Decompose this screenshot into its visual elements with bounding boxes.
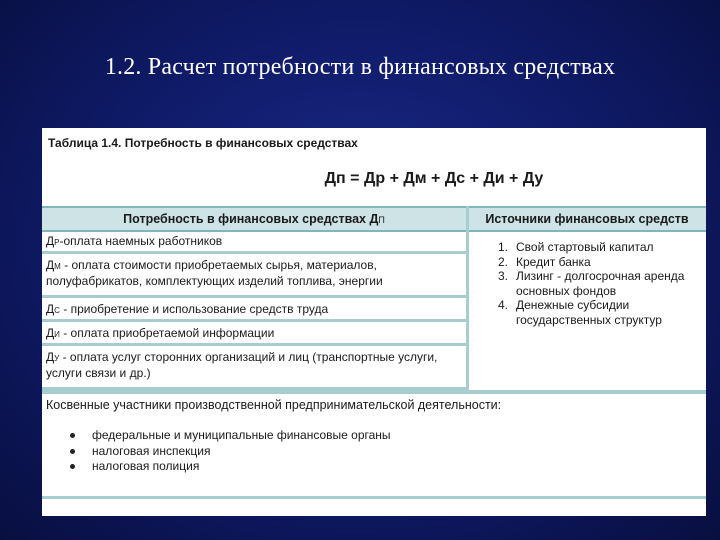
need-sub: У: [54, 354, 60, 363]
source-text: Свой стартовый капитал: [516, 240, 654, 254]
bullet-icon: [70, 464, 75, 469]
need-row-information: [42, 324, 466, 346]
bullet-icon: [70, 449, 75, 454]
need-sub: Р: [54, 238, 60, 247]
need-row-workers: [42, 232, 466, 254]
need-sub: М: [54, 262, 61, 271]
source-item: [472, 269, 700, 298]
source-text: Лизинг - долгосрочная аренда основных фондов: [516, 269, 685, 298]
need-row-materials: [42, 256, 466, 298]
header-sources: Источники финансовых средств: [468, 206, 706, 232]
need-symbol: Д: [46, 326, 55, 340]
need-text: - оплата приобретаемой информации: [59, 326, 275, 340]
list-item: [68, 444, 391, 460]
source-text: Денежные субсидии государственных структур: [516, 298, 662, 327]
indirect-participants-title: Косвенные участники производственной предпринимательской деятельности:: [46, 398, 502, 412]
list-item-text: налоговая инспекция: [92, 443, 211, 458]
need-symbol: Д: [46, 302, 55, 316]
need-symbol: Д: [46, 258, 55, 272]
source-item: [472, 255, 700, 270]
slide-title: 1.2. Расчет потребности в финансовых средствах: [104, 54, 616, 80]
source-item: [472, 240, 700, 255]
table-document: [42, 128, 706, 516]
need-symbol: Д: [46, 234, 55, 248]
list-item: [68, 459, 391, 475]
need-text: -оплата наемных работников: [59, 234, 223, 248]
list-item-text: федеральные и муниципальные финансовые органы: [92, 428, 391, 442]
list-item: [68, 428, 391, 444]
header-needs: [42, 206, 466, 232]
header-needs-sub: П: [378, 215, 385, 225]
source-number: 4.: [498, 298, 509, 312]
need-row-services: [42, 348, 466, 390]
source-number: 3.: [498, 269, 509, 283]
need-text: - оплата стоимости приобретаемых сырья, материалов, полуфабрикатов, комплектующих изделий топлива, энергии: [46, 258, 383, 288]
need-sub: И: [54, 330, 60, 339]
indirect-participants-list: [68, 428, 391, 475]
need-sub: С: [54, 306, 60, 315]
need-text: - приобретение и использование средств труда: [59, 302, 329, 316]
source-text: Кредит банка: [516, 254, 591, 269]
need-row-equipment: [42, 300, 466, 322]
column-divider: [466, 206, 469, 390]
source-number: 2.: [498, 254, 509, 269]
need-text: - оплата услуг сторонних организаций и лиц (транспортные услуги, услуги связи и др.): [46, 350, 438, 380]
list-item-text: налоговая полиция: [92, 459, 200, 473]
bullet-icon: [70, 433, 75, 438]
bottom-divider: [42, 496, 706, 499]
sources-list: [472, 240, 700, 327]
source-item: [472, 298, 700, 327]
source-number: 1.: [498, 240, 509, 254]
table-caption: Таблица 1.4. Потребность в финансовых средствах: [48, 136, 358, 150]
formula: Дп = Др + Дм + Дс + Ди + Ду: [324, 170, 544, 187]
need-symbol: Д: [46, 350, 55, 364]
section-divider: [42, 390, 706, 394]
header-needs-label: Потребность в финансовых средствах Д: [123, 212, 379, 226]
